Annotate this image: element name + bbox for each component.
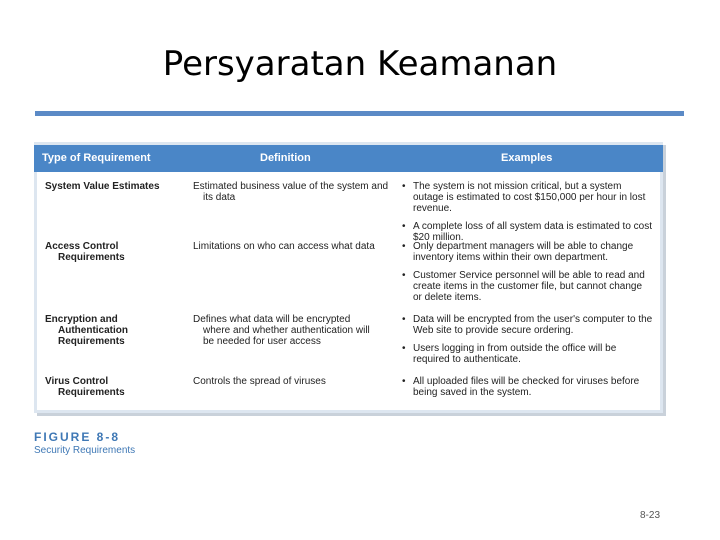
example-item: • The system is not mission critical, but a system outage is estimated to cost $150,000 per hour in lost revenue. — [401, 181, 653, 214]
row-type: Access Control Requirements — [45, 241, 125, 263]
row-type: Virus Control Requirements — [45, 376, 125, 398]
row-definition: Defines what data will be encrypted where and whether authentication will be needed for user access — [193, 314, 370, 347]
example-item: • Customer Service personnel will be able to read and create items in the customer file, but cannot change or delete items. — [401, 270, 653, 303]
row-examples — [401, 376, 653, 405]
row-definition: Limitations on who can access what data — [193, 241, 375, 252]
table-header — [34, 145, 663, 172]
header-type: Type of Requirement — [42, 152, 151, 164]
row-definition: Controls the spread of viruses — [193, 376, 326, 387]
row-type: System Value Estimates — [45, 181, 160, 192]
figure-caption — [34, 430, 135, 456]
header-examples: Examples — [501, 152, 553, 164]
table-body — [37, 172, 660, 410]
slide-title: Persyaratan Keamanan — [162, 44, 558, 84]
security-requirements-table — [34, 142, 663, 413]
header-definition: Definition — [260, 152, 311, 164]
title-divider — [35, 111, 684, 116]
row-examples — [401, 314, 653, 372]
row-type: Encryption and Authentication Requirements — [45, 314, 128, 347]
page-number: 8-23 — [640, 510, 661, 521]
example-item: • Data will be encrypted from the user's computer to the Web site to provide secure ordering. — [401, 314, 653, 336]
row-examples — [401, 241, 653, 310]
row-definition: Estimated business value of the system and its data — [193, 181, 389, 203]
figure-label: FIGURE 8-8 — [34, 430, 121, 444]
example-item: • All uploaded files will be checked for viruses before being saved in the system. — [401, 376, 653, 398]
row-examples — [401, 181, 653, 250]
example-item: • A complete loss of all system data is estimated to cost $20 million. — [401, 221, 653, 243]
example-item: • Only department managers will be able to change inventory items within their own department. — [401, 241, 653, 263]
example-item: • Users logging in from outside the office will be required to authenticate. — [401, 343, 653, 365]
figure-subtitle: Security Requirements — [34, 445, 136, 456]
